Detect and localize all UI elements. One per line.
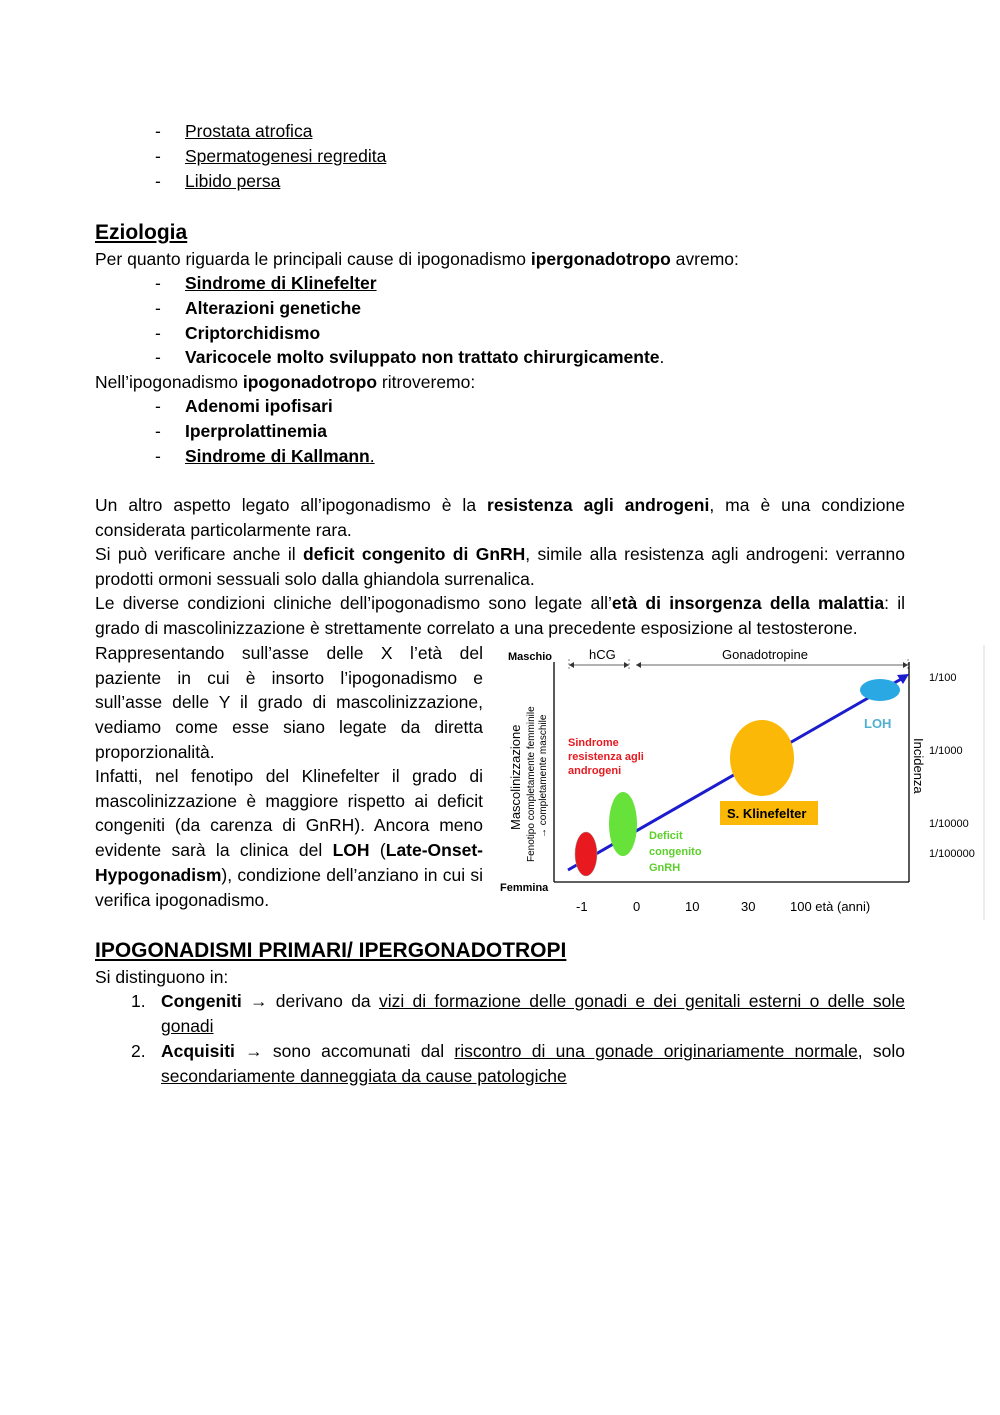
gonado-label: Gonadotropine: [722, 647, 809, 662]
list-item: Adenomi ipofisari: [185, 396, 333, 416]
paragraph-gnrh: Si può verificare anche il deficit congenito di GnRH, simile alla resistenza agli androgeni: verranno prodotti ormoni sessuali solo dalla ghiandola surrenalica.: [95, 544, 905, 589]
label-loh: LOH: [864, 716, 892, 731]
list-item: Prostata atrofica: [185, 121, 313, 141]
bullet-dash: -: [155, 347, 161, 367]
mascolinizzazione-figure: [496, 640, 986, 925]
hcg-label: hCG: [589, 647, 616, 662]
bullet-dash: -: [155, 146, 161, 166]
bullet-dash: -: [155, 298, 161, 318]
list-number: 1.: [131, 991, 146, 1011]
x-tick: 10: [685, 899, 700, 914]
x-tick: 30: [741, 899, 756, 914]
list-item-acquisiti: Acquisiti → sono accomunati dal riscontro di una gonade originariamente normale, solo secondariamente danneggiata da cause patologiche: [161, 1041, 906, 1086]
list-item: Iperprolattinemia: [185, 421, 327, 441]
section-heading-primari: IPOGONADISMI PRIMARI/ IPERGONADOTROPI: [95, 939, 567, 962]
y-axis-sublabel: → completamente maschile: [538, 714, 549, 838]
list-item: Alterazioni genetiche: [185, 298, 362, 318]
label-klinefelter: S. Klinefelter: [727, 806, 807, 821]
blob-deficit: [609, 792, 637, 856]
blob-loh: [860, 679, 900, 701]
paragraph-eta: Le diverse condizioni cliniche dell’ipogonadismo sono legate all’età di insorgenza della malattia: il grado di mascolinizzazione è strettamente correlato a una precedente esposizione al testosterone.: [95, 593, 905, 638]
list-number: 2.: [131, 1041, 146, 1061]
bullet-dash: -: [155, 323, 161, 343]
paragraph-klinefelter: Infatti, nel fenotipo del Klinefelter il grado di mascolinizzazione è maggiore rispetto ai deficit congeniti (da carenza di GnRH). Ancora meno evidente sarà la clinica del LOH (Late-Onset-Hypogonadism), condizione dell’anziano in cui si verifica ipogonadismo.: [95, 766, 483, 910]
section-heading-eziologia: Eziologia: [95, 221, 188, 244]
list-item: Sindrome di Klinefelter: [185, 273, 377, 293]
blob-klinefelter: [730, 720, 794, 796]
bullet-dash: -: [155, 421, 161, 441]
y-top-label: Maschio: [508, 651, 553, 663]
bullet-dash: -: [155, 273, 161, 293]
eziologia-intro: Per quanto riguarda le principali cause di ipogonadismo ipergonadotropo avremo:: [95, 249, 739, 269]
y-bottom-label: Femmina: [500, 882, 549, 894]
incidence-tick: 1/100000: [929, 848, 975, 860]
y-axis-label: Mascolinizzazione: [508, 724, 523, 830]
blob-sindrome: [575, 832, 597, 876]
bullet-dash: -: [155, 121, 161, 141]
list-item: Varicocele molto sviluppato non trattato chirurgicamente.: [185, 347, 665, 367]
x-tick: 0: [633, 899, 641, 914]
x-tick: -1: [576, 899, 588, 914]
figure-svg: [496, 640, 986, 925]
bullet-dash: -: [155, 171, 161, 191]
paragraph-asse: Rappresentando sull’asse delle X l’età del paziente in cui è insorto l’ipogonadismo e sull’asse delle Y il grado di mascolinizzazione, vediamo come esse siano legate da diretta proporzionalità.: [95, 643, 483, 762]
right-axis-label: Incidenza: [911, 738, 926, 794]
list-item: Spermatogenesi regredita: [185, 146, 387, 166]
incidence-tick: 1/100: [929, 672, 957, 684]
bullet-dash: -: [155, 396, 161, 416]
label-sindrome: Sindrome resistenza agli androgeni: [568, 737, 644, 777]
bullet-dash: -: [155, 446, 161, 466]
incidence-tick: 1/10000: [929, 818, 969, 830]
primari-intro: Si distinguono in:: [95, 967, 229, 987]
y-axis-sublabel: Fenotipo completamente femminile: [526, 706, 537, 862]
paragraph-resistenza: Un altro aspetto legato all’ipogonadismo è la resistenza agli androgeni, ma è una condizione considerata particolarmente rara.: [95, 495, 905, 540]
x-tick: 100 età (anni): [790, 899, 871, 914]
label-deficit: Deficit congenito GnRH: [649, 830, 702, 874]
list-item-congeniti: Congeniti → derivano da vizi di formazione delle gonadi e dei genitali esterni o delle sole gonadi: [161, 991, 905, 1036]
list-item: Libido persa: [185, 171, 281, 191]
hypo-intro: Nell’ipogonadismo ipogonadotropo ritroveremo:: [95, 372, 476, 392]
list-item: Criptorchidismo: [185, 323, 321, 343]
list-item: Sindrome di Kallmann.: [185, 446, 375, 466]
incidence-tick: 1/1000: [929, 745, 963, 757]
